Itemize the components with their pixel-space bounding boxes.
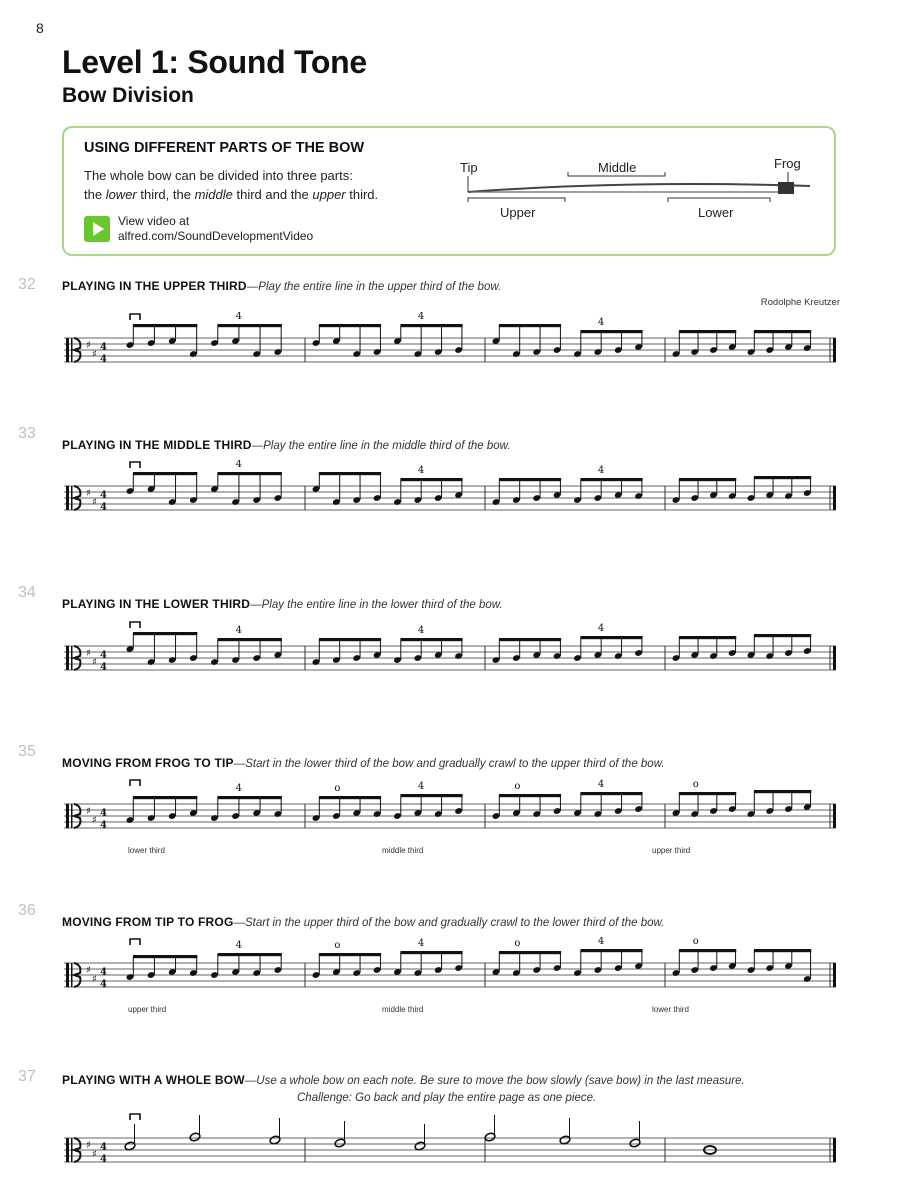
exercise-instruction: —Use a whole bow on each note. Be sure to move the bow slowly (save bow) in the last measure. [244,1075,745,1087]
fingering-number: 4 [417,938,425,949]
info-text-part: third. [345,187,379,202]
beam [218,638,282,641]
sharp-sign: ♯ [86,1140,91,1151]
beam [319,638,381,641]
beam [218,796,282,799]
video-url[interactable]: alfred.com/SoundDevelopmentVideo [118,229,314,243]
bow-part-label: middle third [382,1005,424,1014]
beam [401,638,463,641]
bow-part-label: lower third [128,846,165,855]
exercise-number: 32 [18,276,36,293]
bow-diagram [460,136,830,246]
fingering-number: 4 [417,312,425,322]
fingering-number: 4 [417,465,425,476]
down-bow-mark [130,622,140,628]
sharp-sign: ♯ [92,974,97,985]
beam [401,794,463,797]
beam [218,953,282,956]
bow-stick [468,184,810,192]
sharp-sign: ♯ [86,340,91,351]
beam [499,324,561,327]
beam [401,324,463,327]
down-bow-mark [130,462,140,468]
fingering-number: 4 [235,460,242,470]
fingering-number: 4 [417,781,425,792]
music-staff [60,778,840,848]
open-string-mark: o [514,938,521,949]
exercise-instruction: —Play the entire line in the middle third of the bow. [251,440,511,452]
time-signature-top: 4 [100,1142,107,1153]
exercise-title: MOVING FROM FROG TO TIP [62,756,234,770]
alto-clef [66,1138,69,1162]
info-text-part: the [84,187,106,202]
exercise-instruction: —Play the entire line in the lower third of the bow. [250,599,503,611]
beam [319,472,381,475]
exercise-title: PLAYING IN THE MIDDLE THIRD [62,438,252,452]
beam [679,792,736,795]
down-bow-mark [130,1114,140,1120]
exercise-title: PLAYING WITH A WHOLE BOW [62,1073,245,1087]
open-string-mark: o [334,783,341,794]
bow-part-label: upper third [652,846,691,855]
exercise-number: 37 [18,1068,36,1085]
alto-clef [66,804,69,828]
time-signature-top: 4 [100,650,107,661]
beam [133,472,197,475]
beam [133,324,197,327]
composer: Rodolphe Kreutzer [760,297,840,308]
page-title: Level 1: Sound Tone [62,44,367,80]
info-text-part: third, the [136,187,195,202]
tip-label: Tip [460,160,478,175]
beam [499,951,561,954]
fingering-number: 4 [235,783,242,794]
alto-clef [66,338,69,362]
alto-clef [66,486,69,510]
time-signature-bottom: 4 [100,979,107,990]
sharp-sign: ♯ [92,657,97,668]
info-text-lower: lower [105,187,137,202]
alto-clef [66,646,69,670]
page-subtitle: Bow Division [62,84,194,107]
music-staff [60,460,840,530]
sharp-sign: ♯ [86,965,91,976]
beam [499,478,561,481]
time-signature-top: 4 [100,490,107,501]
down-bow-mark [130,314,140,320]
play-video-icon[interactable] [84,216,110,242]
beam [133,955,197,958]
beam [754,790,811,793]
beam [581,330,643,333]
sharp-sign: ♯ [86,488,91,499]
beam [499,638,561,641]
lower-label: Lower [698,205,734,220]
beam [754,476,811,479]
beam [133,796,197,799]
frog-block [778,182,794,194]
music-staff [60,312,840,382]
exercise-heading [62,914,664,932]
exercise-instruction: —Start in the lower third of the bow and gradually crawl to the upper third of the bow. [233,758,665,770]
beam [499,794,561,797]
music-staff [60,620,840,690]
middle-label: Middle [598,160,637,175]
down-bow-mark [130,780,140,786]
beam [581,949,643,952]
page-number: 8 [36,20,44,36]
sharp-sign: ♯ [86,648,91,659]
music-staff [60,937,840,1007]
beam [319,324,381,327]
bow-part-label: lower third [652,1005,689,1014]
time-signature-top: 4 [100,808,107,819]
time-signature-bottom: 4 [100,1154,107,1165]
info-text [84,166,444,204]
fingering-number: 4 [597,317,605,328]
exercise-heading [62,1072,745,1107]
open-string-mark: o [514,781,521,792]
open-string-mark: o [692,937,699,947]
beam [581,478,643,481]
music-staff [60,1112,840,1182]
beam [218,324,282,327]
exercise-title: PLAYING IN THE UPPER THIRD [62,279,247,293]
beam [319,953,381,956]
exercise-number: 34 [18,584,36,601]
alto-clef [66,963,69,987]
exercise-number: 35 [18,743,36,760]
exercise-title: PLAYING IN THE LOWER THIRD [62,597,251,611]
bow-part-label: upper third [128,1005,167,1014]
info-text-middle: middle [194,187,233,202]
exercise-challenge: Challenge: Go back and play the entire page as one piece. [297,1092,597,1104]
sharp-sign: ♯ [92,1149,97,1160]
beam [754,949,811,952]
fingering-number: 4 [597,465,605,476]
beam [754,634,811,637]
bow-part-label: middle third [382,846,424,855]
time-signature-bottom: 4 [100,662,107,673]
beam [581,636,643,639]
fingering-number: 4 [417,625,425,636]
beam [218,472,282,475]
exercise-heading [62,278,501,296]
time-signature-bottom: 4 [100,354,107,365]
frog-label: Frog [774,156,801,171]
video-label: View video at [118,214,190,228]
sharp-sign: ♯ [86,806,91,817]
sharp-sign: ♯ [92,815,97,826]
sharp-sign: ♯ [92,349,97,360]
down-bow-mark [130,939,140,945]
exercise-instruction: —Start in the upper third of the bow and gradually crawl to the lower third of the bow. [233,917,665,929]
beam [679,478,736,481]
fingering-number: 4 [235,625,242,636]
upper-label: Upper [500,205,536,220]
sharp-sign: ♯ [92,497,97,508]
beam [133,632,197,635]
time-signature-top: 4 [100,342,107,353]
exercise-heading [62,755,665,773]
exercise-heading [62,596,503,614]
beam [401,478,463,481]
beam [754,330,811,333]
beam [319,796,381,799]
time-signature-bottom: 4 [100,820,107,831]
fingering-number: 4 [597,779,605,790]
fingering-number: 4 [597,937,605,947]
beam [401,951,463,954]
open-string-mark: o [692,779,699,790]
info-heading: USING DIFFERENT PARTS OF THE BOW [84,140,365,156]
fingering-number: 4 [597,623,605,634]
open-string-mark: o [334,940,341,951]
fingering-number: 4 [235,312,242,322]
video-link[interactable] [118,214,313,244]
exercise-number: 33 [18,425,36,442]
beam [581,792,643,795]
info-text-part: third and the [232,187,313,202]
beam [679,949,736,952]
beam [679,330,736,333]
time-signature-top: 4 [100,967,107,978]
beam [679,636,736,639]
fingering-number: 4 [235,940,242,951]
info-text-upper: upper [312,187,346,202]
exercise-heading [62,437,511,455]
info-text-line1: The whole bow can be divided into three parts: [84,168,353,183]
exercise-number: 36 [18,902,36,919]
exercise-title: MOVING FROM TIP TO FROG [62,915,234,929]
bow-info-box [62,126,836,256]
time-signature-bottom: 4 [100,502,107,513]
exercise-instruction: —Play the entire line in the upper third of the bow. [246,281,502,293]
